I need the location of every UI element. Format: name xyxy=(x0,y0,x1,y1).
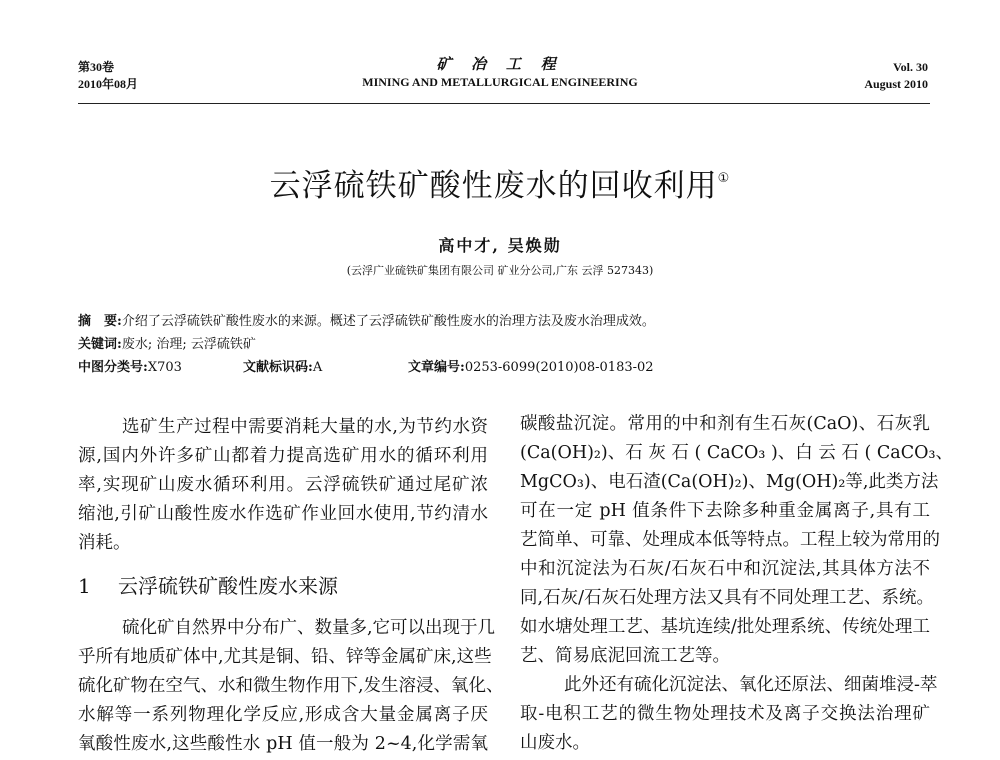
header-right xyxy=(864,59,928,93)
doc-code-value: A xyxy=(312,360,323,375)
keywords-text: 废水; 治理; 云浮硫铁矿 xyxy=(121,337,256,352)
left-column xyxy=(78,413,504,759)
clc-label: 中图分类号: xyxy=(78,360,148,375)
text-line: 中和沉淀法为石灰/石灰石中和沉淀法,其具体方法不 xyxy=(520,559,930,579)
right-column xyxy=(520,410,953,758)
text-line: 乎所有地质矿体中,尤其是铜、铅、锌等金属矿床,这些 xyxy=(78,647,492,667)
clc-value: X703 xyxy=(147,360,182,375)
abstract xyxy=(78,312,655,332)
text-line: 选矿生产过程中需要消耗大量的水,为节约水资 xyxy=(122,417,488,437)
classification xyxy=(78,358,778,378)
affiliation: (云浮广业硫铁矿集团有限公司 矿业分公司,广东 云浮 527343) xyxy=(346,264,654,277)
volume-en: Vol. 30 xyxy=(893,60,928,74)
journal-cn: 矿 冶 工 程 xyxy=(436,57,564,73)
text-line: 山废水。 xyxy=(520,733,590,753)
header-rule xyxy=(78,103,930,104)
text-line: 可在一定 pH 值条件下去除多种重金属离子,具有工 xyxy=(520,501,930,521)
title-text: 云浮硫铁矿酸性废水的回收利用 xyxy=(269,168,718,204)
date-cn: 2010年08月 xyxy=(78,77,139,91)
journal-en: MINING AND METALLURGICAL ENGINEERING xyxy=(362,75,638,89)
journal-name xyxy=(0,57,1000,91)
text-line: 硫化矿物在空气、水和微生物作用下,发生溶浸、氧化、 xyxy=(78,676,504,696)
section-title: 云浮硫铁矿酸性废水来源 xyxy=(118,574,338,598)
paper-title xyxy=(0,160,1000,205)
keywords-label: 关键词: xyxy=(78,337,122,352)
title-footnote-mark: ① xyxy=(717,171,731,186)
text-line: 缩池,引矿山酸性废水作选矿作业回水使用,节约清水 xyxy=(78,504,488,524)
article-no-label: 文章编号: xyxy=(408,360,465,375)
text-line: 取-电积工艺的微生物处理技术及离子交换法治理矿 xyxy=(520,704,930,724)
text-line: MgCO₃)、电石渣(Ca(OH)₂)、Mg(OH)₂等,此类方法 xyxy=(520,472,939,492)
text-line: 同,石灰/石灰石处理方法又具有不同处理工艺、系统。 xyxy=(520,588,934,608)
abstract-label: 摘 要: xyxy=(78,314,122,329)
text-line: 水解等一系列物理化学反应,形成含大量金属离子厌 xyxy=(78,705,488,725)
text-line: 率,实现矿山废水循环利用。云浮硫铁矿通过尾矿浓 xyxy=(78,475,488,495)
text-line: 源,国内外许多矿山都着力提高选矿用水的循环利用 xyxy=(78,446,488,466)
text-line: 艺、简易底泥回流工艺等。 xyxy=(520,646,730,666)
text-line: 消耗。 xyxy=(78,533,131,553)
article-no-value: 0253-6099(2010)08-0183-02 xyxy=(464,360,654,375)
date-en: August 2010 xyxy=(864,77,928,91)
text-line: 如水塘处理工艺、基坑连续/批处理系统、传统处理工 xyxy=(520,617,930,637)
text-line: 艺简单、可靠、处理成本低等特点。工程上较为常用的 xyxy=(520,530,940,550)
abstract-text: 介绍了云浮硫铁矿酸性废水的来源。概述了云浮硫铁矿酸性废水的治理方法及废水治理成效。 xyxy=(121,314,655,329)
text-line: 氧酸性废水,这些酸性水 pH 值一般为 2~4,化学需氧 xyxy=(78,734,488,754)
text-line: 碳酸盐沉淀。常用的中和剂有生石灰(CaO)、石灰乳 xyxy=(520,414,930,434)
section-number: 1 xyxy=(78,574,91,598)
section-heading xyxy=(78,564,488,610)
keywords xyxy=(78,335,256,355)
doc-code-label: 文献标识码: xyxy=(243,360,313,375)
authors: 高中才, 吴焕勋 xyxy=(438,236,562,255)
text-line: 硫化矿自然界中分布广、数量多,它可以出现于几 xyxy=(122,618,496,638)
text-line: (Ca(OH)₂)、石 灰 石 ( CaCO₃ )、白 云 石 ( CaCO₃、 xyxy=(520,443,953,463)
text-line: 此外还有硫化沉淀法、氧化还原法、细菌堆浸-萃 xyxy=(564,675,938,695)
volume-cn: 第30卷 xyxy=(78,60,115,74)
